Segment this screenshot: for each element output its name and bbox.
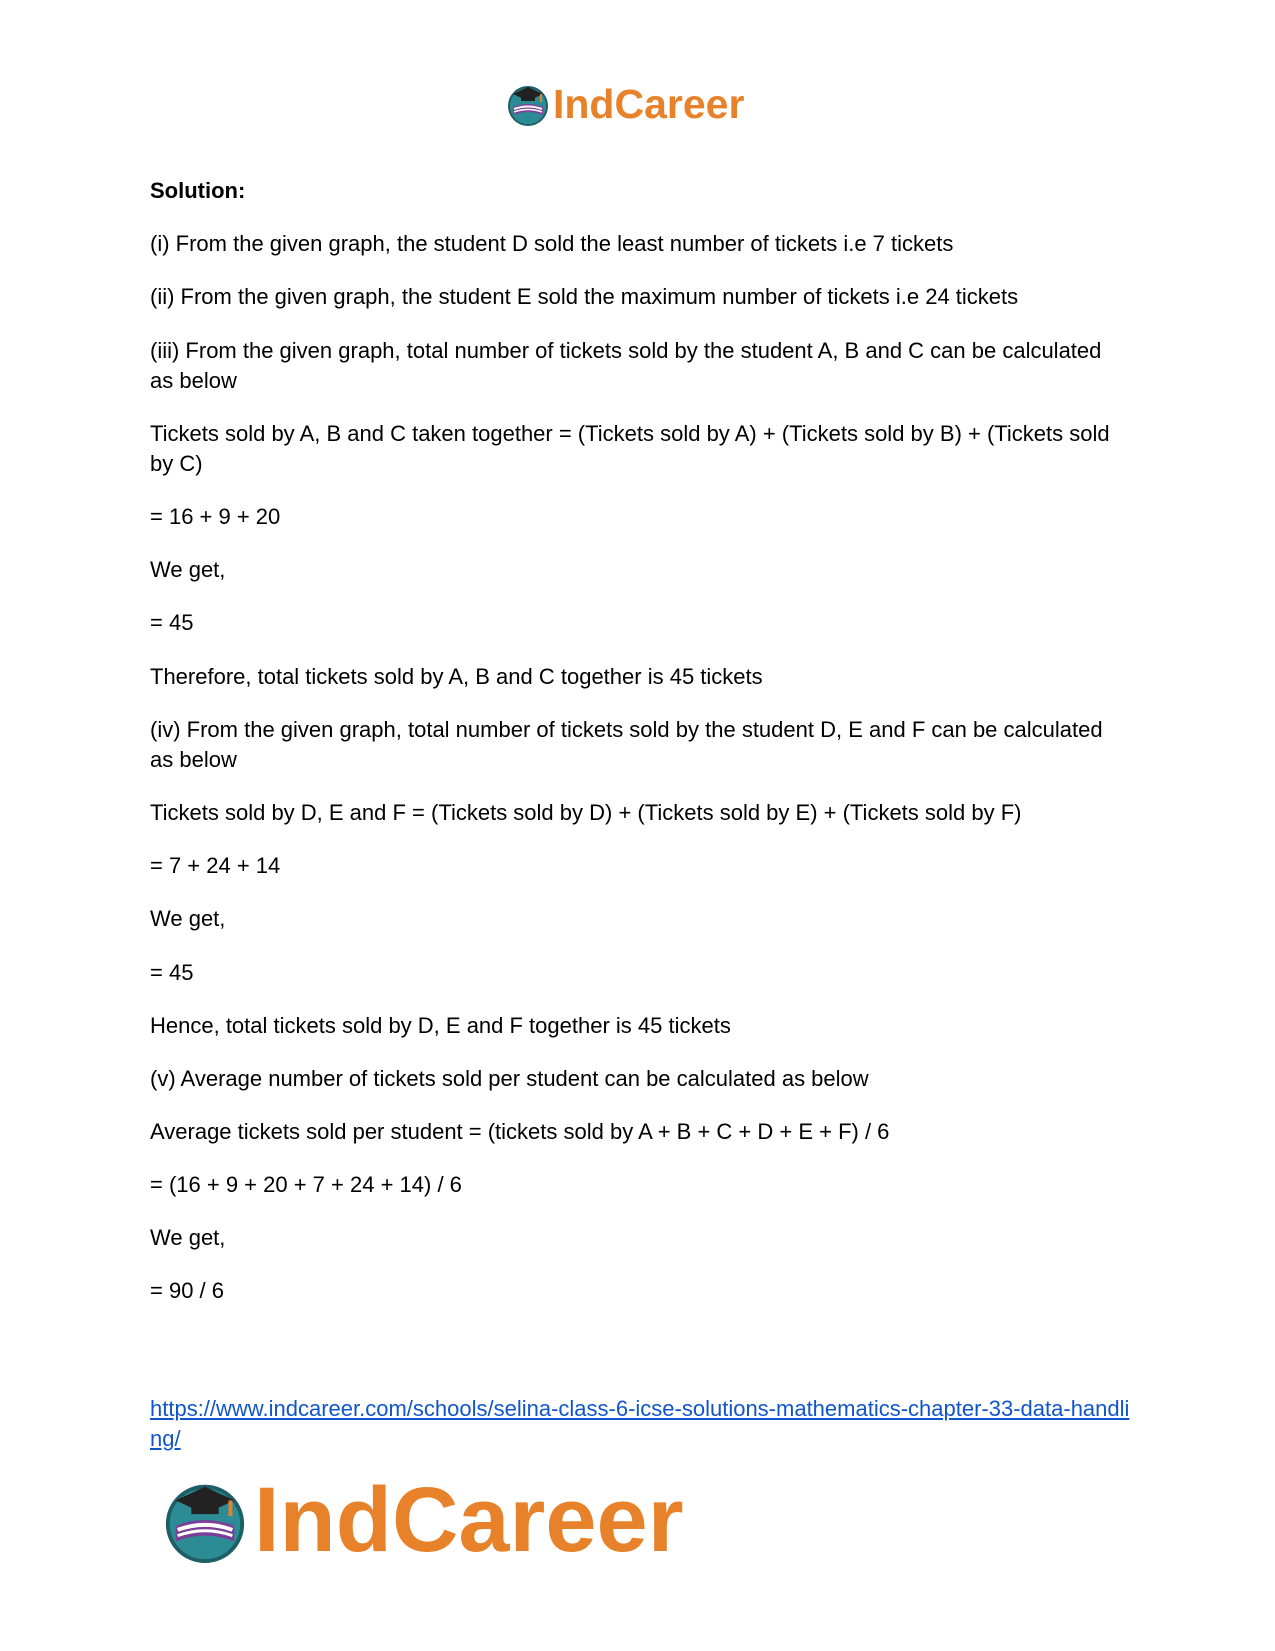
brand-wordmark: IndCareer bbox=[254, 1469, 684, 1571]
brand-wordmark: IndCareer bbox=[553, 80, 745, 127]
solution-line: Tickets sold by A, B and C taken together = (Tickets sold by A) + (Tickets sold by B) + (Tickets sold by C) bbox=[150, 421, 1110, 476]
solution-line: (iv) From the given graph, total number of tickets sold by the student D, E and F can be calculated as below bbox=[150, 717, 1103, 772]
source-link[interactable]: https://www.indcareer.com/schools/selina-class-6-icse-solutions-mathematics-chapter-33-data-handling/ bbox=[150, 1396, 1130, 1451]
solution-line: (iii) From the given graph, total number of tickets sold by the student A, B and C can be calculated as below bbox=[150, 338, 1102, 393]
solution-line: Average tickets sold per student = (tickets sold by A + B + C + D + E + F) / 6 bbox=[150, 1119, 890, 1144]
solution-line: (i) From the given graph, the student D sold the least number of tickets i.e 7 tickets bbox=[150, 231, 954, 256]
solution-line: Hence, total tickets sold by D, E and F together is 45 tickets bbox=[150, 1013, 731, 1038]
solution-line: We get, bbox=[150, 906, 226, 931]
solution-line: = 16 + 9 + 20 bbox=[150, 504, 281, 529]
solution-line: Tickets sold by D, E and F = (Tickets sold by D) + (Tickets sold by E) + (Tickets sold by F) bbox=[150, 800, 1022, 825]
graduation-book-globe-icon bbox=[505, 81, 551, 127]
solution-heading: Solution: bbox=[150, 178, 246, 203]
solution-line: We get, bbox=[150, 1225, 226, 1250]
header-logo bbox=[505, 80, 744, 128]
solution-line: = (16 + 9 + 20 + 7 + 24 + 14) / 6 bbox=[150, 1172, 462, 1197]
solution-line: = 90 / 6 bbox=[150, 1278, 225, 1303]
solution-line: = 7 + 24 + 14 bbox=[150, 853, 281, 878]
solution-line: Therefore, total tickets sold by A, B and C together is 45 tickets bbox=[150, 664, 763, 689]
solution-line: (v) Average number of tickets sold per student can be calculated as below bbox=[150, 1066, 869, 1091]
solution-content bbox=[150, 176, 1130, 1306]
solution-line: = 45 bbox=[150, 610, 194, 635]
graduation-book-globe-icon bbox=[160, 1475, 250, 1565]
solution-line: We get, bbox=[150, 557, 226, 582]
footer-logo bbox=[160, 1470, 684, 1570]
solution-line: = 45 bbox=[150, 960, 194, 985]
solution-line: (ii) From the given graph, the student E sold the maximum number of tickets i.e 24 tickets bbox=[150, 284, 1019, 309]
